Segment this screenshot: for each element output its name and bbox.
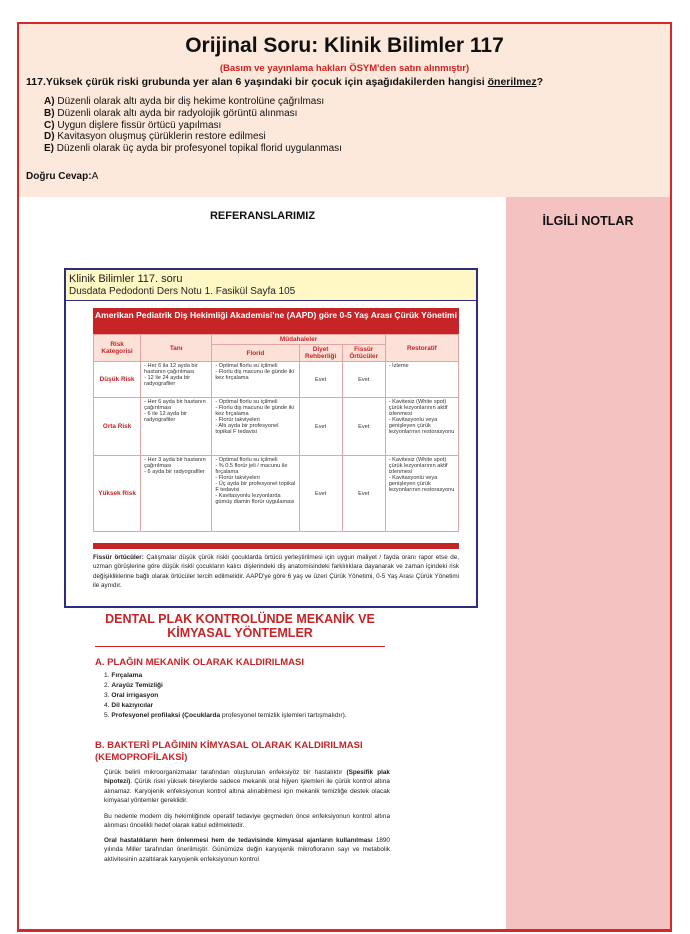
- question-text: 117.Yüksek çürük riski grubunda yer alan 6 yaşındaki bir çocuk için aşağıdakilerden hangisi önerilmez?: [26, 76, 544, 88]
- list-item: 2. Arayüz Temizliği: [104, 682, 163, 689]
- mechanical-methods-list: [104, 671, 347, 721]
- florid-cell: - Optimal florlu su içilmeli - Florlu diş macunu ile günde iki kez fırçalama - Florür takviyeleri - Altı ayda bir profesyonel topikal F tedavisi: [212, 398, 299, 456]
- reference-source-title: Klinik Bilimler 117. soru: [69, 273, 183, 285]
- bottom-border: [17, 929, 672, 932]
- tani-cell: - Her 3 ayda bir hastanın çağırılması - 6 ayda bir radyografiler: [141, 456, 212, 532]
- col-fissur: Fissür Örtücüler: [342, 345, 385, 362]
- option-d: D) Kavitasyon oluşmuş çürüklerin restore edilmesi: [44, 131, 266, 143]
- section-b-heading: B. BAKTERİ PLAĞININ KİMYASAL OLARAK KALDIRILMASI (KEMOPROFİLAKSİ): [95, 740, 363, 763]
- divider: [95, 646, 385, 647]
- list-item: 3. Oral irrigasyon: [104, 692, 159, 699]
- aapd-table-title: Amerikan Pediatrik Diş Hekimliği Akademisi'ne (AAPD) göre 0-5 Yaş Arası Çürük Yönetimi: [93, 308, 459, 334]
- paragraph: Çürük belirli mikroorganizmalar tarafından oluşturulan enfeksiyöz bir hastalıktır (Spesifik plak hipotezi). Çürük riski yüksek bireylerde sadece mekanik oral hijyen işlemleri ile çürük kontrol altına alınamaz. Karyojenik enfeksiyonun kontrol altına alınabilmesi için mekanik temizliğe destek olacak kimyasal yöntemler gereklidir.: [104, 769, 390, 805]
- restoratif-cell: - Kavitesiz (White spot) çürük lezyonlarının aktif izlenmesi - Kavitasyonlu veya genişleyen çürük lezyonlarının restorasyonu: [385, 456, 458, 532]
- aapd-table: [93, 334, 459, 532]
- table-row: [94, 398, 459, 456]
- dental-section-title: DENTAL PLAK KONTROLÜNDE MEKANİK VE KİMYASAL YÖNTEMLER: [105, 612, 375, 640]
- col-tani: Tanı: [141, 335, 212, 362]
- list-item: 4. Dil kazıyıcılar: [104, 702, 154, 709]
- references-heading: REFERANSLARIMIZ: [209, 210, 316, 222]
- option-e: E) Düzenli olarak üç ayda bir profesyonel topikal florid uygulanması: [44, 143, 342, 155]
- option-a: A) Düzenli olarak altı ayda bir diş hekime kontrolüne çağrılması: [44, 96, 325, 107]
- question-panel: [19, 24, 670, 197]
- restoratif-cell: - Kavitesiz (White spot) çürük lezyonlarının aktif izlenmesi - Kavitasyonlu veya genişleyen çürük lezyonlarının restorasyonu: [385, 398, 458, 456]
- col-risk: Risk Kategorisi: [94, 335, 141, 362]
- answer-options: [44, 96, 342, 155]
- copyright-note: (Basım ve yayınlama hakları ÖSYM'den satın alınmıştır): [219, 63, 470, 74]
- florid-cell: - Optimal florlu su içilmeli - Florlu diş macunu ile günde iki kez fırçalama: [212, 362, 299, 398]
- diyet-cell: Evet: [299, 398, 342, 456]
- restoratif-cell: - İzleme: [385, 362, 458, 398]
- paragraph: Oral hastalıkların hem önlenmesi hem de tedavisinde kimyasal ajanların kullanılması 1890 yılında Miller tarafından önerilmiştir. Günümüze değin karyojenik mikrofloranın sayı ve metabolik aktivitesinin azaltılarak karyojenik enfeksiyonun kontrol: [104, 837, 390, 863]
- col-diyet: Diyet Rehberliği: [299, 345, 342, 362]
- notes-heading: İLGİLİ NOTLAR: [542, 214, 634, 228]
- aapd-table-figure: [93, 308, 459, 550]
- risk-medium: Orta Risk: [94, 398, 141, 456]
- reference-source: [66, 270, 476, 301]
- list-item: 5. Profesyonel profilaksi (Çocuklarda profesyonel temizlik işlemleri tartışmalıdır).: [104, 712, 347, 719]
- table-row: [94, 456, 459, 532]
- notes-panel: [506, 197, 670, 930]
- option-b: B) Düzenli olarak altı ayda bir radyolojik görüntü alınması: [44, 107, 298, 119]
- fissur-cell: Evet: [342, 362, 385, 398]
- table-row: [94, 362, 459, 398]
- risk-low: Düşük Risk: [94, 362, 141, 398]
- question-keyword: önerilmez: [487, 76, 537, 88]
- reference-source-page: Dusdata Pedodonti Ders Notu 1. Fasikül Sayfa 105: [69, 286, 296, 297]
- col-restoratif: Restoratif: [385, 335, 458, 362]
- correct-answer: Doğru Cevap:A: [26, 171, 99, 182]
- tani-cell: - Her 6 ayda bir hastanın çağırılması - 6 ile 12 ayda bir radyografiler: [141, 398, 212, 456]
- paragraph: Bu nedenle modern diş hekimliğinde operatif tedaviye geçmeden önce enfeksiyonun kontrol altına alınması öncelikli hedef olarak kabul edilmektedir.: [104, 813, 390, 830]
- fissur-note: Fissür örtücüler: Çalışmalar düşük çürük riskli çocuklarda örtücü yerleştirilmesi için uygun maliyet / fayda oranı rapor etse de, uzman görüşlerine göre düşük riskli çocukların kalıcı dişlerindeki diş anatomisindeki farklılıklara dayanarak ve zaman içindeki risk değişikliklerine bağlı olarak örtücüler tercih edilmelidir. AAPD'ye göre 6 yaş ve üzeri Çürük Yönetimi, 0-5 Yaş Arası Çürük Yönetimi ile aynıdır.: [93, 554, 459, 589]
- diyet-cell: Evet: [299, 456, 342, 532]
- col-florid: Florid: [212, 345, 299, 362]
- section-a-heading: A. PLAĞIN MEKANİK OLARAK KALDIRILMASI: [95, 657, 304, 668]
- diyet-cell: Evet: [299, 362, 342, 398]
- fissur-cell: Evet: [342, 398, 385, 456]
- fissur-cell: Evet: [342, 456, 385, 532]
- option-c: C) Uygun dişlere fissür örtücü yapılması: [44, 119, 222, 131]
- reference-card: [64, 268, 478, 608]
- page-title: Orijinal Soru: Klinik Bilimler 117: [185, 34, 504, 57]
- florid-cell: - Optimal florlu su içilmeli - % 0.5 florür jeli / macunu ile fırçalama - Florür takviyeleri - Üç ayda bir profesyonel topikal F tedavisi - Kavitasyonlu lezyonlarda gümüş diamin florür uygulaması: [212, 456, 299, 532]
- tani-cell: - Her 6 ila 12 ayda bir hastanın çağırılması - 12 ile 24 ayda bir radyografiler: [141, 362, 212, 398]
- col-mudahaleler: Müdahaleler: [212, 335, 385, 345]
- risk-high: Yüksek Risk: [94, 456, 141, 532]
- table-footer-bar: [93, 543, 459, 549]
- list-item: 1. Fırçalama: [104, 672, 143, 679]
